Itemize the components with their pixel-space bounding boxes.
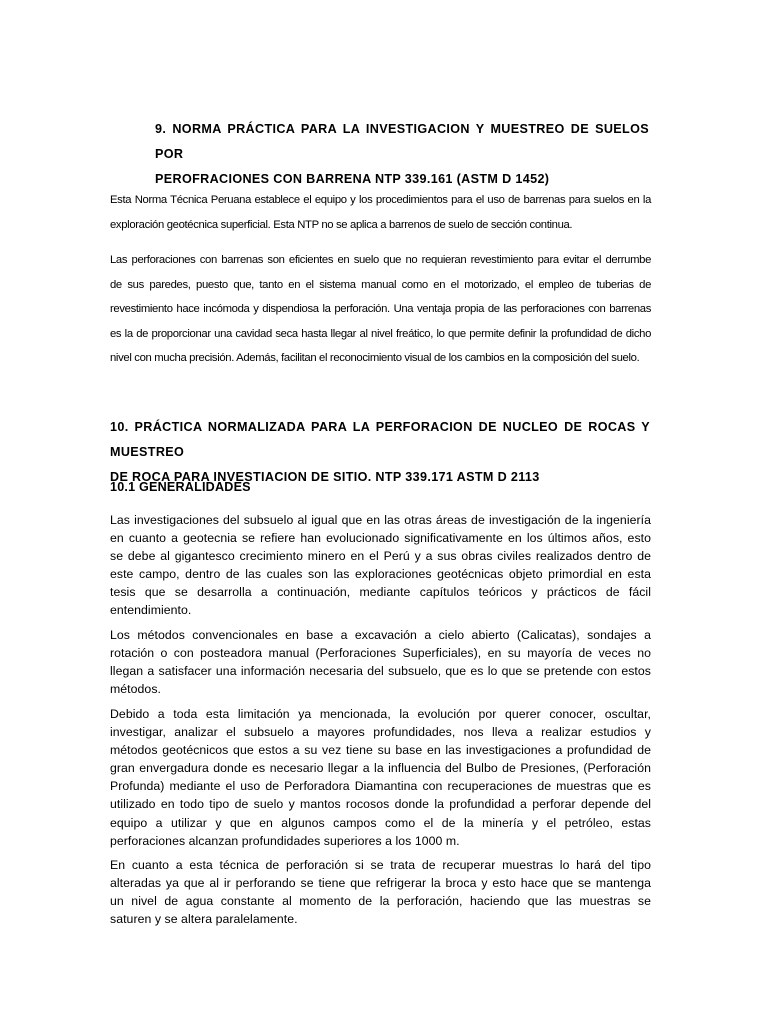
paragraph-line: investigar, analizar el subsuelo a mayores profundidades, nos lleva a realizar estudios y [110, 725, 651, 740]
paragraph-line: tesis que se desarrolla a continuación, mediante capítulos teóricos y prácticos de fácil [110, 585, 651, 600]
section-10-paragraph-2 [110, 626, 651, 698]
paragraph-line: un nivel de agua constante al momento de la perforación, haciendo que las muestras se [110, 894, 651, 909]
paragraph-line: este campo, dentro de las cuales son las exploraciones geotécnicas objeto primordial en esta [110, 567, 651, 582]
section-9-paragraph-2 [110, 248, 651, 371]
section-10-paragraph-1 [110, 511, 651, 620]
section-9-paragraph-1 [110, 188, 651, 237]
paragraph-line: se debe al gigantesco crecimiento minero en el Perú y a sus obras civiles realizados dentro de [110, 549, 651, 564]
paragraph-line: Profunda) mediante el uso de Perforadora Diamantina con recuperaciones de muestras que es [110, 779, 651, 794]
heading-line: 10. PRÁCTICA NORMALIZADA PARA LA PERFORACION DE NUCLEO DE ROCAS Y MUESTREO [110, 420, 650, 459]
paragraph-line: Debido a toda esta limitación ya mencionada, la evolución por querer conocer, oscultar, [110, 707, 651, 721]
paragraph-line: es la de proporcionar una cavidad seca hasta llegar al nivel freático, lo que permite definir la profundidad de dicho [110, 327, 651, 340]
paragraph-line: llegan a satisfacer una información necesaria del subsuelo, que es lo que se pretende con estos [110, 664, 651, 679]
paragraph-line: Las investigaciones del subsuelo al igual que en las otras áreas de investigación de la ingeniería [110, 513, 651, 527]
section-9-heading [155, 117, 649, 192]
paragraph-line: de sus paredes, puesto que, tanto en el sistema manual como en el motorizado, el empleo de tuberias de [110, 278, 651, 291]
section-10-1-subheading [110, 475, 510, 500]
paragraph-line: métodos geotécnicos que estos a su vez tiene su base en las investigaciones a profundidad de [110, 743, 651, 758]
paragraph-line: equipo a utilizar y que en algunos campos como el de la minería y el petróleo, estas [110, 815, 651, 830]
paragraph-line: Las perforaciones con barrenas son eficientes en suelo que no requieran revestimiento para evitar el derrumbe [110, 254, 651, 266]
paragraph-line: métodos. [110, 682, 161, 697]
paragraph-line: revestimiento hace incómoda y dispendiosa la perforación. Una ventaja propia de las perforaciones con barrenas [110, 303, 651, 315]
paragraph-line: Esta Norma Técnica Peruana establece el equipo y los procedimientos para el uso de barrenas para suelos en la [110, 194, 651, 206]
paragraph-line: exploración geotécnica superficial. Esta NTP no se aplica a barrenos de suelo de sección continua. [110, 218, 573, 231]
paragraph-line: alteradas ya que al ir perforando se tiene que refrigerar la broca y esto hace que se mantenga [110, 876, 651, 891]
section-10-paragraph-3 [110, 705, 651, 850]
paragraph-line: utilizado en todo tipo de suelo y mantos rocosos donde la profundidad a perforar depende del [110, 797, 651, 812]
heading-line: 9. NORMA PRÁCTICA PARA LA INVESTIGACION Y MUESTREO DE SUELOS POR [155, 122, 649, 161]
paragraph-line: saturen y se altera paralelamente. [110, 912, 298, 927]
paragraph-line: gran envergadura donde es necesario llegar a la influencia del Bulbo de Presiones, (Perforación [110, 761, 651, 776]
paragraph-line: perforaciones alcanzan profundidades superiores a los 1000 m. [110, 833, 460, 848]
section-10-paragraph-4 [110, 856, 651, 928]
paragraph-line: entendimiento. [110, 603, 192, 618]
paragraph-line: nivel con mucha precisión. Además, facilitan el reconocimiento visual de los cambios en la composición del suelo. [110, 352, 640, 364]
heading-line: PEROFRACIONES CON BARRENA NTP 339.161 (ASTM D 1452) [155, 172, 550, 186]
paragraph-line: Los métodos convencionales en base a excavación a cielo abierto (Calicatas), sondajes a [110, 628, 651, 642]
heading-line: DE ROCA PARA INVESTIACION DE SITIO. NTP 339.171 ASTM D 2113 [110, 470, 540, 484]
subheading-text: 10.1 GENERALIDADES [110, 480, 251, 494]
paragraph-line: rotación o con posteadora manual (Perforaciones Superficiales), en su mayoría de veces no [110, 646, 651, 661]
paragraph-line: En cuanto a esta técnica de perforación si se trata de recuperar muestras lo hará del tipo [110, 858, 651, 872]
paragraph-line: en cuanto a geotecnia se refiere han evolucionado significativamente en los últimos años, esto [110, 531, 651, 546]
